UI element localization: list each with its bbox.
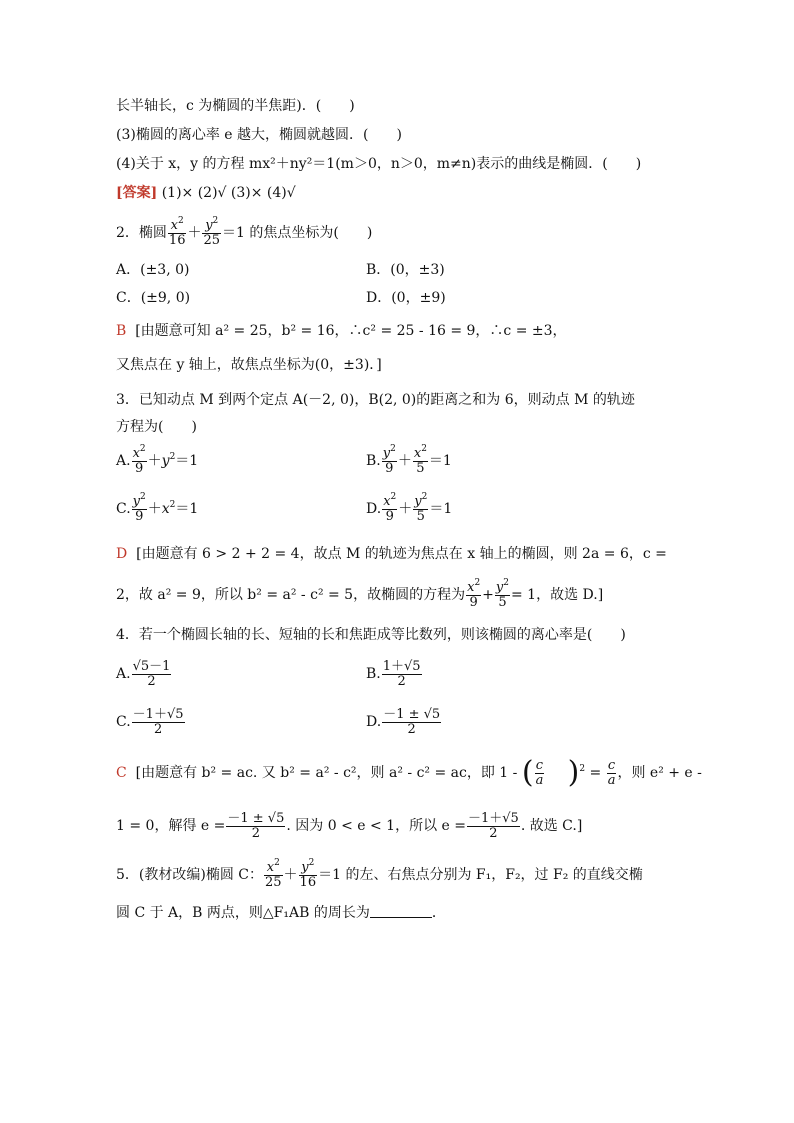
q2-options-row1 [116,261,189,279]
q4-option-c: C. $\frac{-1+√5}{2}$ [116,706,184,737]
q3-answer: D [116,546,128,562]
q4-sol-1-post: ，则 e² + e - [617,765,702,781]
q3-option-a: A. $\frac{x^2}{9}$ $+y^2=1$ [116,443,199,476]
q3-stem-2: 方程为( ) [116,419,197,435]
q3-sol-2: 2，故 a² = 9，所以 b² = a² - c² = 5，故椭圆的方程为 $\frac{x^2}{9}$ + $\frac{y^2}{5}$ = 1，故选 D.] [116,577,604,610]
q2-sol-1: [由题意可知 a² = 25，b² = 16，∴c² = 25 - 16 = 9，∴c = ±3， [135,323,567,339]
q4-sol-2-pre: 1 = 0，解得 e = [116,818,226,834]
text-line: (3)椭圆的离心率 e 越大，椭圆就越圆．( ) [116,127,402,143]
q3-solution [116,545,667,563]
q4-option-a: A. $\frac{√5-1}{2}$ [116,658,171,689]
q4-sol-2: 1 = 0，解得 e = $\frac{-1 \pm √5}{2}$ . 因为 0 < e < 1，所以 e = $\frac{-1+√5}{2}$ . 故选 C.] [116,810,583,841]
q2-stem-post: ＝1 的焦点坐标为( ) [222,225,373,241]
q3-sol-1: [由题意有 6 > 2 + 2 = 4，故点 M 的轨迹为焦点在 x 轴上的椭圆，则 2a = 6，c = [136,546,667,562]
answer-blank[interactable] [370,905,432,918]
q3-option-d: D. $\frac{x^2}{9}$ ＋ $\frac{y^2}{5}$ ＝1 [366,491,453,524]
q3-stem-1: 3．已知动点 M 到两个定点 A(－2, 0)，B(2, 0)的距离之和为 6，则动点 M 的轨迹 [116,392,635,408]
q2-option-b: B．(0，±3) [366,262,445,278]
q2-option-d: D．(0，±9) [366,290,446,306]
q3-option-b: B. $\frac{y^2}{9}$ ＋ $\frac{x^2}{5}$ ＝1 [366,443,452,476]
answer-text: (1)× (2)√ (3)× (4)√ [161,185,296,201]
q5-stem-1: 5．(教材改编)椭圆 C： $\frac{x^2}{25}$ ＋ $\frac{y^2}{16}$ ＝1 的左、右焦点分别为 F₁，F₂，过 F₂ 的直线交椭 [116,857,643,890]
q4-sol-1-pre: [由题意有 b² = ac. 又 b² = a² - c²，则 a² - c² = ac，即 1 - [135,765,518,781]
q3-sol-2-post: = 1，故选 D.] [511,587,604,603]
q2-option-a: A．(±3, 0) [116,262,190,278]
q4-option-d: D. $\frac{-1 \pm √5}{2}$ [366,706,441,737]
q2-stem: 2．椭圆 $\frac{x^2}{16}$ ＋ $\frac{y^2}{25}$ ＝1 的焦点坐标为( ) [116,215,373,248]
q4-solution: C [由题意有 b² = ac. 又 b² = a² - c²，则 a² - c² = ac，即 1 - ( $\frac{c}{a}$ )$^2$ = $\frac{c}{a}$ ，则 e² + e - [116,755,702,790]
q2-solution [116,322,567,340]
frac-y2-25: $\frac{y^2}{25}$ [203,215,221,248]
q2-stem-pre: 2．椭圆 [116,225,167,241]
q5-stem-2 [116,904,446,922]
answer-line [116,184,296,202]
q5-stem-2-text: 圆 C 于 A，B 两点，则△F₁AB 的周长为 [116,905,370,921]
q5-stem-2-end: ． [431,905,446,921]
frac-x2-16: $\frac{x^2}{16}$ [168,215,186,248]
q3-sol-2-pre: 2，故 a² = 9，所以 b² = a² - c² = 5，故椭圆的方程为 [116,587,466,603]
q4-stem: 4．若一个椭圆长轴的长、短轴的长和焦距成等比数列，则该椭圆的离心率是( ) [116,627,626,643]
q5-stem-1-pre: 5．(教材改编)椭圆 C： [116,867,263,883]
q3-option-c: C. $\frac{y^2}{9}$ $+x^2=1$ [116,491,199,524]
q4-sol-2-mid: . 因为 0 < e < 1，所以 e = [286,818,466,834]
q5-stem-1-post: ＝1 的左、右焦点分别为 F₁，F₂，过 F₂ 的直线交椭 [318,867,643,883]
q4-sol-2-post: . 故选 C.] [520,818,583,834]
q2-answer: B [116,323,127,339]
answer-tag: [答案] [116,185,158,201]
text-line: (4)关于 x，y 的方程 mx²＋ny²＝1(m＞0，n＞0，m≠n)表示的曲线是椭圆．( ) [116,156,642,172]
q2-option-c: C．(±9, 0) [116,290,191,306]
q4-answer: C [116,765,127,781]
text-line: 长半轴长，c 为椭圆的半焦距)．( ) [116,98,355,114]
q2-sol-2: 又焦点在 y 轴上，故焦点坐标为(0，±3)．] [116,357,382,373]
q4-option-b: B. $\frac{1+√5}{2}$ [366,658,421,689]
